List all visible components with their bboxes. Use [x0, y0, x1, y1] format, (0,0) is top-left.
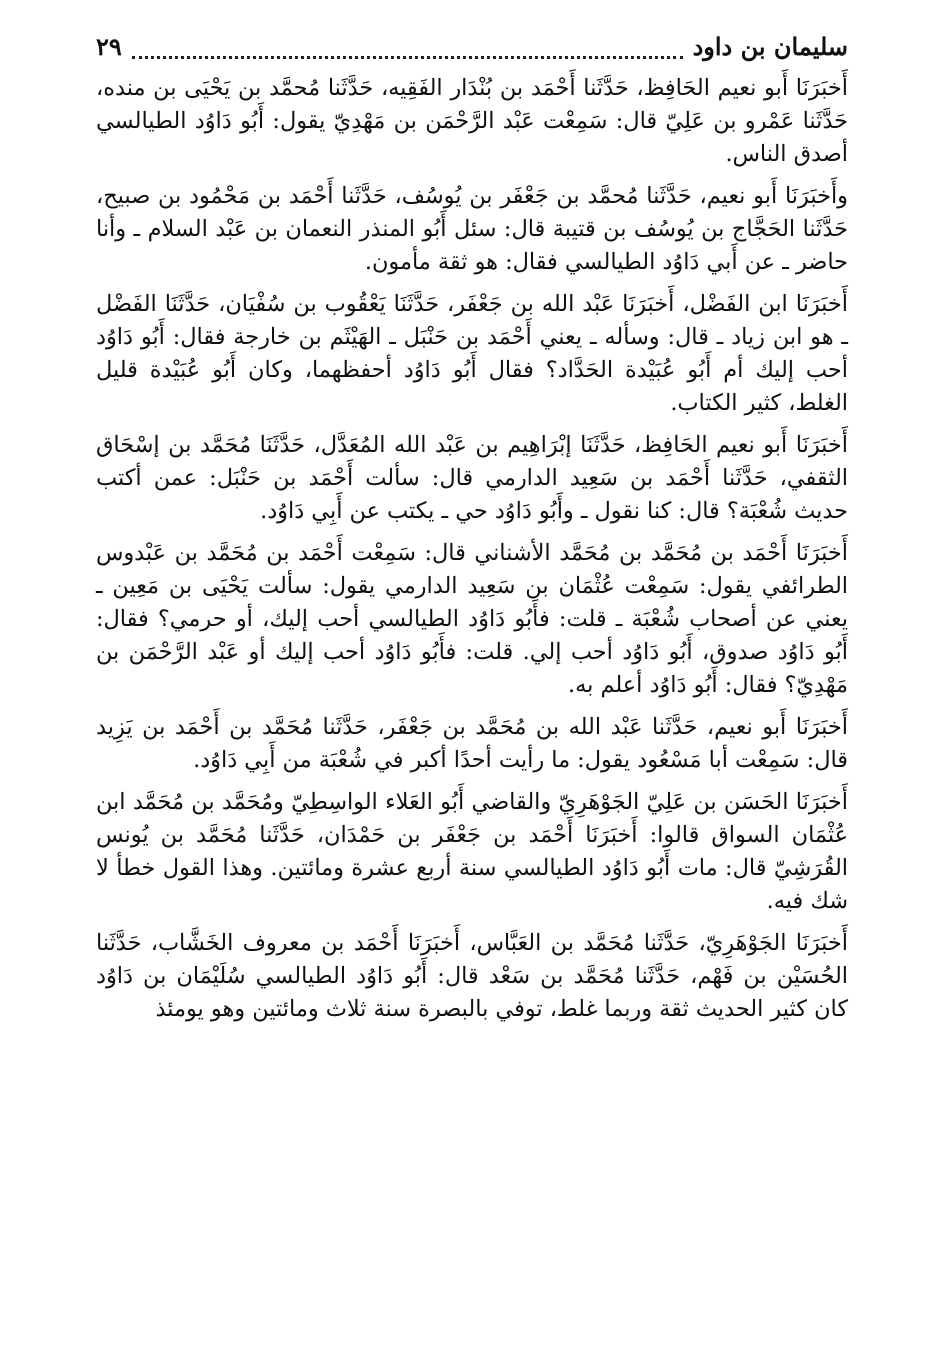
- dotted-leader: [132, 34, 683, 59]
- page-body: [96, 72, 848, 1035]
- page-number: ٢٩: [96, 31, 122, 61]
- paragraph: أَخبَرَنَا أَحْمَد بن مُحَمَّد بن مُحَمَّد الأشناني قال: سَمِعْت أَحْمَد بن مُحَمَّد بن عَبْدوس الطرائفي يقول: سَمِعْت عُثْمَان بن سَعِيد الدارمي يقول: سألت يَحْيَى بن مَعِين ـ يعني عن أصحاب شُعْبَة ـ قلت: فأَبُو دَاوُد الطيالسي أحب إليك، أو حرمي؟ فقال: أَبُو دَاوُد صدوق، أَبُو دَاوُد أحب إلي. قلت: فأَبُو دَاوُد أحب إليك أو عَبْد الرَّحْمَن بن مَهْدِيّ؟ فقال: أَبُو دَاوُد أعلم به.: [96, 540, 848, 698]
- paragraph: أَخبَرَنَا أَبو نعيم الحَافِظ، حَدَّثَنا أَحْمَد بن بُنْدَار الفَقِيه، حَدَّثَنا مُحمَّد بن يَحْيَى بن منده، حَدَّثَنا عَمْرو بن عَلِيّ قال: سَمِعْت عَبْد الرَّحْمَن بن مَهْدِيّ يقول: أَبُو دَاوُد الطيالسي أصدق الناس.: [96, 75, 848, 167]
- paragraph: أَخبَرَنَا الجَوْهَرِيّ، حَدَّثَنا مُحَمَّد بن العَبَّاس، أَخبَرَنَا أَحْمَد بن معروف الخَشَّاب، حَدَّثَنا الحُسَيْن بن فَهْم، حَدَّثَنا مُحَمَّد بن سَعْد قال: أَبُو دَاوُد الطيالسي سُلَيْمَان بن دَاوُد كان كثير الحديث ثقة وربما غلط، توفي بالبصرة سنة ثلاث ومائتين وهو يومئذ: [96, 930, 848, 1022]
- running-title: سليمان بن داود: [692, 31, 848, 61]
- paragraph: وأَخبَرَنَا أَبو نعيم، حَدَّثَنا مُحمَّد بن جَعْفَر بن يُوسُف، حَدَّثَنا أَحْمَد بن مَحْمُود بن صبيح، حَدَّثَنا الحَجَّاج بن يُوسُف بن قتيبة قال: سئل أَبُو المنذر النعمان بن عَبْد السلام ـ وأنا حاضر ـ عن أَبي دَاوُد الطيالسي فقال: هو ثقة مأمون.: [96, 183, 848, 275]
- running-header: [96, 26, 848, 66]
- paragraph: أَخبَرَنَا أَبو نعيم الحَافِظ، حَدَّثَنَا إبْرَاهِيم بن عَبْد الله المُعَدَّل، حَدَّثَنَا مُحَمَّد بن إسْحَاق الثقفي، حَدَّثَنا أَحْمَد بن سَعِيد الدارمي قال: سألت أَحْمَد بن حَنْبَل: عمن أكتب حديث شُعْبَة؟ قال: كنا نقول ـ وأَبُو دَاوُد حي ـ يكتب عن أَبِي دَاوُد.: [96, 432, 848, 524]
- paragraph: أَخبَرَنَا أَبو نعيم، حَدَّثَنا عَبْد الله بن مُحَمَّد بن جَعْفَر، حَدَّثَنا مُحَمَّد بن أَحْمَد بن يَزِيد قال: سَمِعْت أبا مَسْعُود يقول: ما رأيت أحدًا أكبر في شُعْبَة من أَبِي دَاوُد.: [96, 714, 848, 773]
- paragraph: أَخبَرَنَا الحَسَن بن عَلِيّ الجَوْهَرِيّ والقاضي أَبُو العَلاء الواسِطِيّ ومُحَمَّد بن مُحَمَّد ابن عُثْمَان السواق قالوا: أَخبَرَنَا أَحْمَد بن جَعْفَر بن حَمْدَان، حَدَّثَنا مُحَمَّد بن يُونس القُرَشِيّ قال: مات أَبُو دَاوُد الطيالسي سنة أربع عشرة ومائتين. وهذا القول خطأ لا شك فيه.: [96, 789, 848, 914]
- paragraph: أَخبَرَنَا ابن الفَضْل، أَخبَرَنَا عَبْد الله بن جَعْفَر، حَدَّثَنَا يَعْقُوب بن سُفْيَان، حَدَّثَنَا الفَضْل ـ هو ابن زياد ـ قال: وسأله ـ يعني أَحْمَد بن حَنْبَل ـ الهَيْثَم بن خارجة فقال: أَبُو دَاوُد أحب إليك أم أَبُو عُبَيْدة الحَدَّاد؟ فقال أَبُو دَاوُد أحفظهما، وكان أَبُو عُبَيْدة قليل الغلط، كثير الكتاب.: [96, 291, 848, 416]
